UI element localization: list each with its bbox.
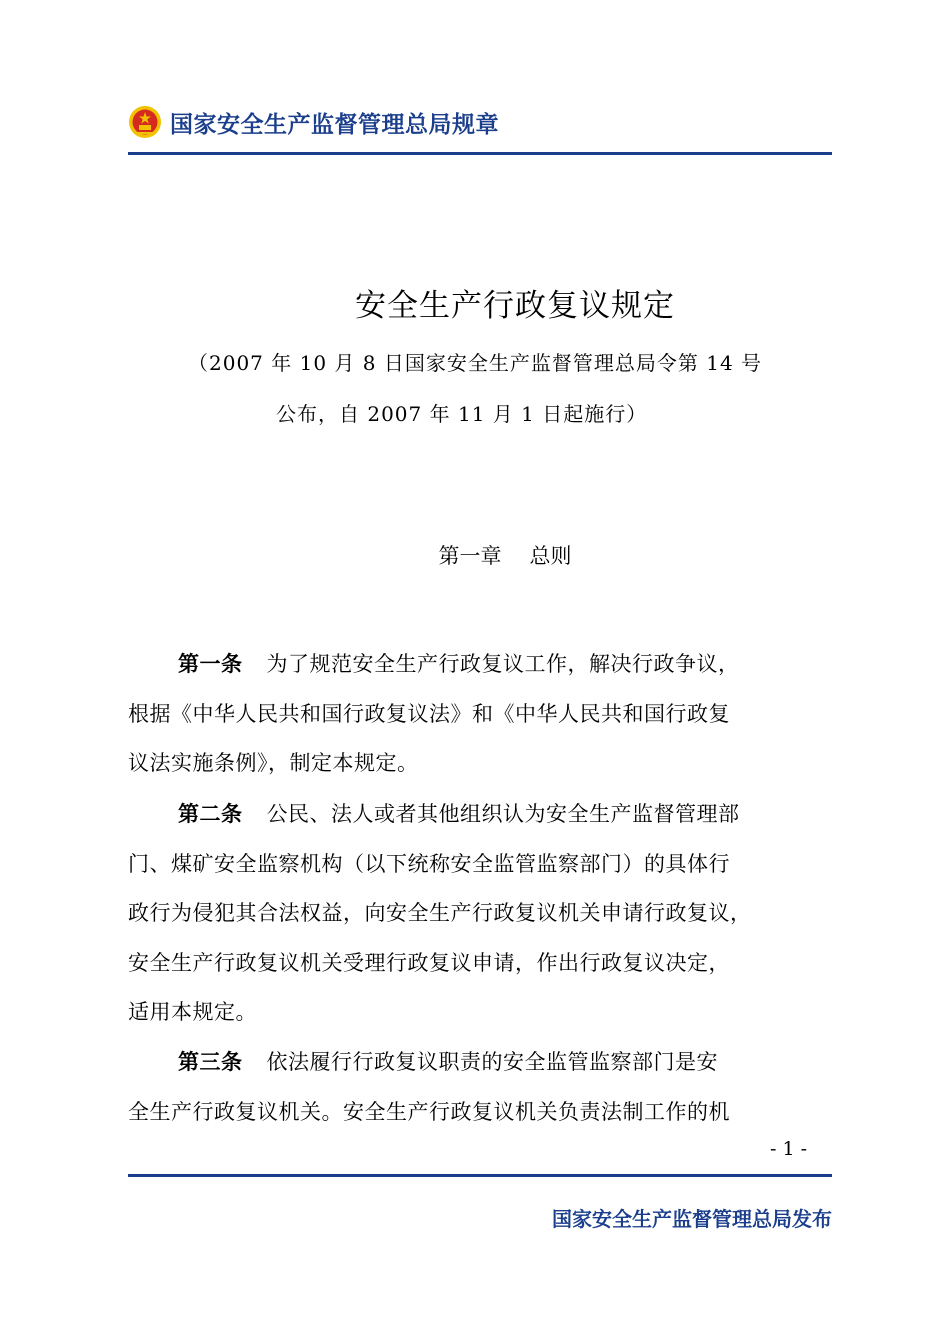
article-3-line-1 <box>178 1046 718 1076</box>
article-heading: 第一条 <box>178 652 243 676</box>
footer-rule <box>128 1174 832 1177</box>
article-text: 依法履行行政复议职责的安全监管监察部门是安 <box>266 1050 718 1074</box>
article-text: 为了规范安全生产行政复议工作，解决行政争议， <box>266 652 740 676</box>
article-1-line-2: 根据《中华人民共和国行政复议法》和《中华人民共和国行政复 <box>128 702 730 726</box>
header-title: 国家安全生产监督管理总局规章 <box>170 111 499 138</box>
chapter-number: 第一章 <box>438 544 502 568</box>
chapter-name: 总则 <box>529 544 572 568</box>
article-2-line-5: 适用本规定。 <box>128 1000 257 1024</box>
chapter-heading <box>0 540 950 570</box>
document-subtitle-line1: （2007 年 10 月 8 日国家安全生产监督管理总局令第 14 号 <box>188 351 763 375</box>
article-1-line-1 <box>178 648 740 678</box>
article-2-line-4: 安全生产行政复议机关受理行政复议申请，作出行政复议决定， <box>128 951 730 975</box>
document-title: 安全生产行政复议规定 <box>355 288 675 324</box>
document-subtitle-line2: 公布，自 2007 年 11 月 1 日起施行） <box>276 402 648 426</box>
article-text: 公民、法人或者其他组织认为安全生产监督管理部 <box>266 802 740 826</box>
article-3-line-2: 全生产行政复议机关。安全生产行政复议机关负责法制工作的机 <box>128 1100 730 1124</box>
page-header <box>128 100 832 144</box>
article-2-line-1 <box>178 798 740 828</box>
article-heading: 第二条 <box>178 802 243 826</box>
article-1-line-3: 议法实施条例》，制定本规定。 <box>128 751 419 775</box>
article-2-line-3: 政行为侵犯其合法权益，向安全生产行政复议机关申请行政复议， <box>128 901 752 925</box>
header-rule <box>128 152 832 155</box>
page-number: - 1 - <box>770 1138 808 1160</box>
footer-text: 国家安全生产监督管理总局发布 <box>552 1207 832 1231</box>
national-emblem-icon <box>128 105 162 139</box>
article-2-line-2: 门、煤矿安全监察机构（以下统称安全监管监察部门）的具体行 <box>128 852 730 876</box>
article-heading: 第三条 <box>178 1050 243 1074</box>
